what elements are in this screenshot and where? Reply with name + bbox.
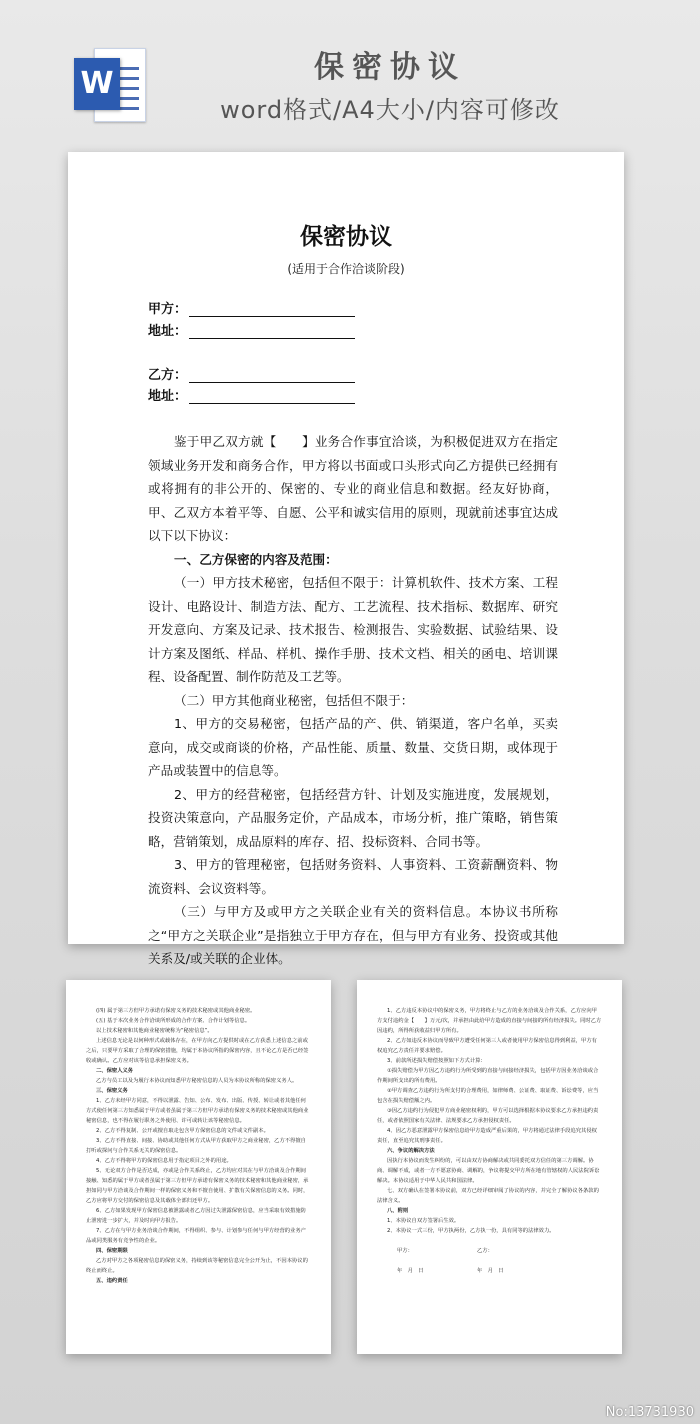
document-subtitle: (适用于合作洽谈阶段) <box>287 262 405 276</box>
section-heading: 八、附则 <box>387 1208 409 1214</box>
party-b-name-row <box>148 366 355 386</box>
party-b-name-label: 乙方： <box>148 368 188 383</box>
paragraph: （二）甲方其他商业秘密，包括但不限于： <box>174 692 414 708</box>
paragraph: 七、双方确认在签署本协议前，双方已经详细审阅了协议的内容，并完全了解协议各条款的法律含义。 <box>377 1188 599 1204</box>
document-title: 保密协议 <box>300 224 392 250</box>
paragraph: ③因乙方违约行为侵犯甲方商业秘密权利的，甲方可以选择根据本协议要求乙方承担违约责任，或者依照国家有关法律、法规要求乙方承担侵权责任。 <box>377 1108 599 1124</box>
paragraph: 乙方与员工以及为履行本协议而知悉甲方秘密信息的人员为本协议所称的保密义务人。 <box>96 1078 298 1084</box>
blank-line <box>189 369 355 383</box>
image-id-label: No:13731930 <box>605 1405 694 1420</box>
paragraph: 2、乙方如违反本协议而导致甲方遭受任何第三人或者使用甲方保密信息得到利益，甲方有权追究乙方责任并要求赔偿。 <box>377 1038 597 1054</box>
party-a-name-row <box>148 300 355 320</box>
page-3-body <box>377 1006 602 1276</box>
header-title: 保密协议 <box>314 50 466 85</box>
blank-line <box>189 390 355 404</box>
party-b-address-label: 地址： <box>148 389 188 404</box>
document-page-2 <box>66 980 331 1354</box>
blank-line <box>189 303 355 317</box>
date-row <box>377 1266 602 1276</box>
party-a-address-label: 地址： <box>148 324 188 339</box>
paragraph: （一）甲方技术秘密，包括但不限于：计算机软件、技术方案、工程设计、电路设计、制造方法、配方、工艺流程、技术指标、数据库、研究开发意向、方案及记录、技术报告、检测报告、实验数据、试验结果、设计方案及图纸、样品、样机、操作手册、技术文档、相关的函电、培训课程、设备配置、制作防范及工艺等。 <box>148 575 558 684</box>
paragraph: 鉴于甲乙双方就【 】业务合作事宜洽谈，为积极促进双方在指定领域业务开发和商务合作，甲方将以书面或口头形式向乙方提供已经拥有或将拥有的非公开的、保密的、专业的商业信息和数据。经友好协商，甲、乙双方本着平等、自愿、公平和诚实信用的原则，现就前述事宜达成以下以下协议： <box>148 434 558 543</box>
paragraph: 1、甲方的交易秘密，包括产品的产、供、销渠道，客户名单，买卖意向，成交或商谈的价格，产品性能、质量、数量、交货日期，或体现于产品或装置中的信息等。 <box>148 716 558 778</box>
paragraph: 2、本协议一式三份，甲方执两份，乙方执一份，具有同等的法律效力。 <box>387 1228 555 1234</box>
paragraph: (五) 基于本次业务合作洽谈所形成的合作方案、合作计划等信息。 <box>96 1018 251 1024</box>
paragraph: 1、乙方违反本协议中的保密义务，甲方将终止与乙方的业务洽谈及合作关系，乙方应向甲方支付违约金【 】万元/次，并承担由此给甲方造成的直接与间接的所有经济损失。同时乙方因违约，所得所获收益归甲方所有。 <box>377 1008 602 1034</box>
page-2-body <box>86 1006 311 1286</box>
paragraph: 乙方对甲方之各项秘密信息的保密义务，持续到该等秘密信息完全公开为止，不因本协议的终止而终止。 <box>86 1258 308 1274</box>
paragraph: 6、乙方如果发现甲方保密信息被泄露或者乙方因过失泄露保密信息，应当采取有效措施防止泄密进一步扩大，并及时向甲方报告。 <box>86 1208 306 1224</box>
paragraph: 4、因乙方恶意泄露甲方保密信息给甲方造成严重后果的，甲方将通过法律手段追究其侵权责任，直至追究其刑事责任。 <box>377 1128 597 1144</box>
word-letter-badge: W <box>74 58 120 110</box>
date-party-a: 年 月 日 <box>397 1268 424 1274</box>
header-subtitle: word格式/A4大小/内容可修改 <box>220 96 560 124</box>
header <box>0 0 700 150</box>
paragraph: 因执行本协议而发生纠纷的，可以由双方协商解决或共同委托双方信任的第三方调解。协商、调解不成，或者一方不愿意协商、调解的，争议将提交甲方所在地有管辖权的人民法院诉讼解决。本协议适用于中华人民共和国法律。 <box>377 1158 600 1184</box>
signature-row <box>377 1246 602 1256</box>
section-heading: 三、保密义务 <box>96 1088 128 1094</box>
paragraph: （三）与甲方及或甲方之关联企业有关的资料信息。本协议书所称之“甲方之关联企业”是指独立于甲方存在，但与甲方有业务、投资或其他关系及/或关联的企业体。 <box>148 904 558 966</box>
section-heading: 五、违约责任 <box>96 1278 128 1284</box>
paragraph: ①损失赔偿为甲方因乙方违约行为所受到的直接与间接经济损失，包括甲方因业务洽谈或合作期间所支出的所有费用。 <box>377 1068 599 1084</box>
party-a-name-label: 甲方： <box>148 302 188 317</box>
paragraph: (四) 属于第三方但甲方承诺有保密义务的技术秘密或其他商业秘密。 <box>96 1008 256 1014</box>
document-page-main <box>68 152 624 966</box>
paragraph: 1、本协议自双方签署后生效。 <box>387 1218 460 1224</box>
date-party-b: 年 月 日 <box>477 1268 504 1274</box>
signature-party-a: 甲方： <box>397 1248 413 1254</box>
signature-party-b: 乙方： <box>477 1248 493 1254</box>
paragraph: 1、乙方未经甲方同意，不得以泄露、告知、公布、发布、出版、传授、转让或者其他任何方式使任何第三方知悉属于甲方或者虽属于第三方但甲方承诺有保密义务的技术秘密或其他商业秘密信息，也不得在履行职务之外使用、许可或转让该等秘密信息。 <box>86 1098 309 1124</box>
party-a-address-row <box>148 322 355 342</box>
section-heading: 四、保密期限 <box>96 1248 128 1254</box>
paragraph: 3、前款所述损失赔偿按照如下方式计算： <box>387 1058 486 1064</box>
paragraph: 2、甲方的经营秘密，包括经营方针、计划及实施进度，发展规划，投资决策意向，产品服务定价，产品成本，市场分析，推广策略，销售策略，营销策划，成品原料的库存、招、投标资料、合同书等。 <box>148 786 558 849</box>
word-document-icon <box>68 42 152 126</box>
paragraph: 上述信息无论是以何种形式或载体存在，在甲方向乙方提供时或在乙方获悉上述信息之前或之后，只要甲方采取了合理的保密措施，均属于本协议所指的保密内容，且不论乙方是否已经签收或确认。乙方应对该等信息承担保密义务。 <box>86 1038 309 1064</box>
section-heading: 二、保密人义务 <box>96 1068 134 1074</box>
blank-line <box>189 325 355 339</box>
party-b-address-row <box>148 387 355 407</box>
paragraph: ②甲方调查乙方违约行为所支付的合理费用，如律师费、公证费、取证费、诉讼费等，应当包含在损失赔偿额之内。 <box>377 1088 599 1104</box>
paragraph: 3、乙方不得直接、间接、协助或其他任何方式从甲方获取甲方之商业秘密，乙方不得擅自打听或探问与合作关系无关的保密信息。 <box>86 1138 306 1154</box>
paragraph: 2、乙方不得复制、公开或擅自取走包含甲方保密信息的文件或文件副本。 <box>96 1128 269 1134</box>
document-body <box>148 430 558 971</box>
paragraph: 5、无论双方合作是否达成，亦或是合作关系终止，乙方均应对其在与甲方洽谈及合作期间接触、知悉的属于甲方或者虽属于第三方但甲方承诺有保密义务的技术秘密和其他商业秘密，承担如同与甲方洽谈及合作期间一样的保密义务和不擅自使用、扩散有关保密信息的义务。同时，乙方应将甲方交付的保密信息及其载体全部归还甲方。 <box>86 1168 309 1204</box>
paragraph: 4、乙方不得将甲方的保密信息用于指定项目之外的用途。 <box>96 1158 232 1164</box>
paragraph: 7、乙方在与甲方业务洽谈合作期间，不得组织、参与、计划参与任何与甲方经营的业务产品或同类服务有竞争性的企业。 <box>86 1228 306 1244</box>
section-heading: 一、乙方保密的内容及范围： <box>174 551 338 567</box>
section-heading: 六、争议的解决方法 <box>387 1148 435 1154</box>
paragraph: 以上技术秘密和其他商业秘密统称为“秘密信息”。 <box>96 1028 213 1034</box>
paragraph: 3、甲方的管理秘密，包括财务资料、人事资料、工资薪酬资料、物流资料、会议资料等。 <box>148 857 558 896</box>
document-page-3 <box>357 980 622 1354</box>
